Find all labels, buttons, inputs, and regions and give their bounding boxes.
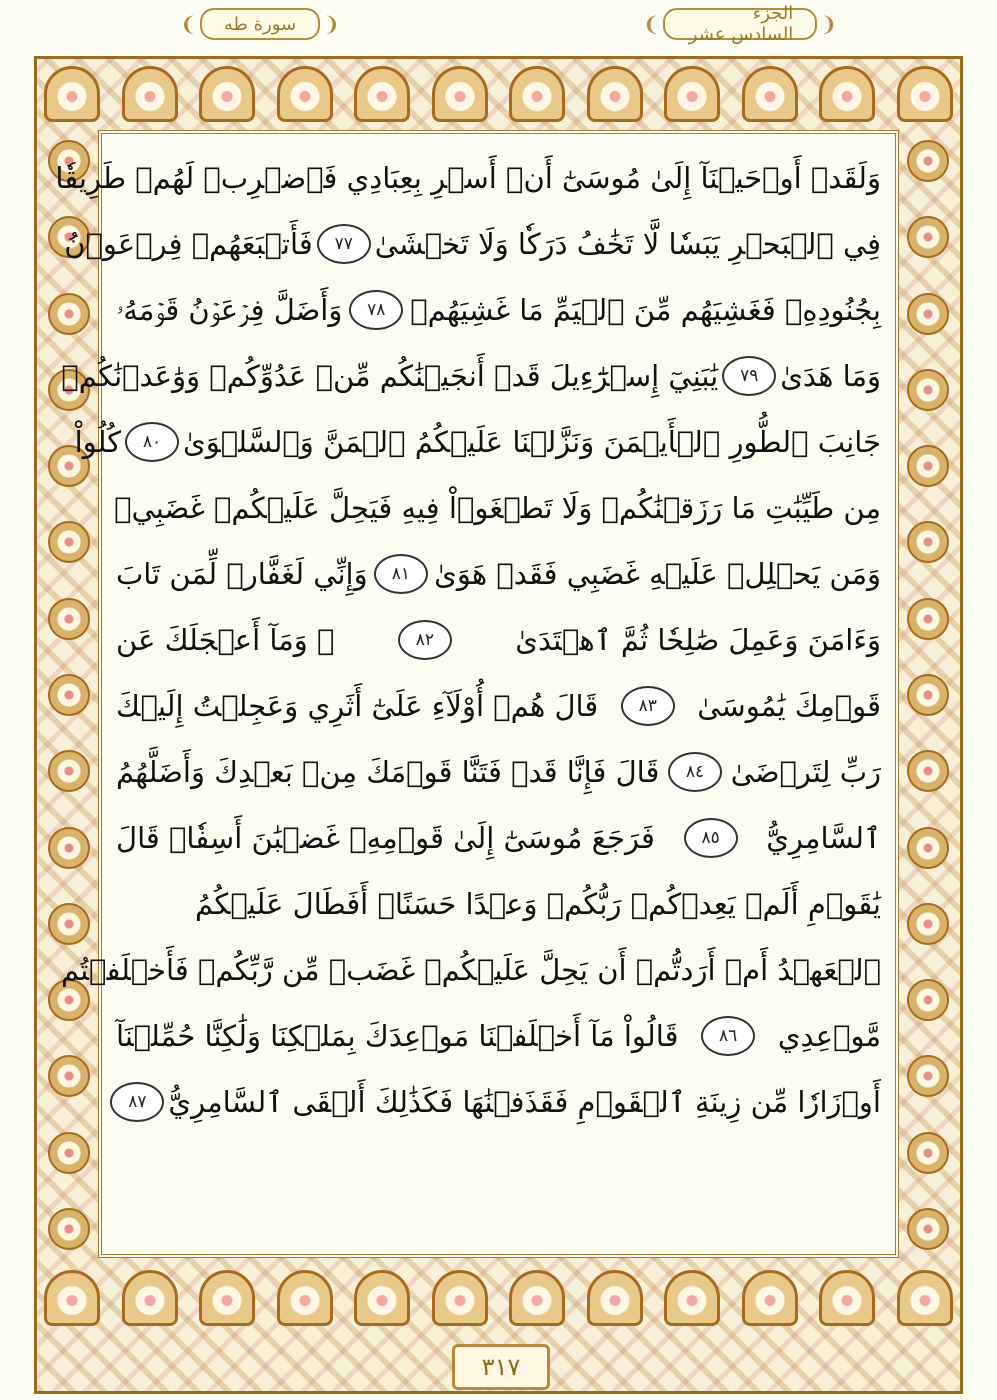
rosette-ornament <box>907 140 949 182</box>
rosette-ornament <box>48 293 90 335</box>
arch-ornament <box>509 1270 565 1326</box>
right-curl-ornament: ❩ <box>323 12 340 36</box>
verse-text: مِن طَيِّبَٰتِ مَا رَزَقۡنَٰكُمۡ وَلَا تَطۡغَوۡاْ فِيهِ فَيَحِلَّ عَلَيۡكُمۡ غَضَبِيۖ <box>114 491 881 525</box>
rosette-ornament <box>907 750 949 792</box>
verse-text: بِجُنُودِهِۦ فَغَشِيَهُم مِّنَ ٱلۡيَمِّ مَا غَشِيَهُمۡ <box>410 293 881 327</box>
arch-ornament <box>819 1270 875 1326</box>
arch-ornament <box>44 1270 100 1326</box>
arch-ornament <box>122 1270 178 1326</box>
arch-ornament <box>742 66 798 122</box>
verse-text: أَوۡزَارٗا مِّن زِينَةِ ٱلۡقَوۡمِ فَقَذَفۡنَٰهَا فَكَذَٰلِكَ أَلۡقَى ٱلسَّامِرِيُّ <box>168 1085 881 1119</box>
verse-line <box>110 607 887 673</box>
rosette-ornament <box>907 293 949 335</box>
verse-text: وَمَا هَدَىٰ <box>780 359 881 393</box>
arch-ornament <box>199 66 255 122</box>
rosette-ornament <box>907 598 949 640</box>
ayah-number-marker: ٧٨ <box>349 290 403 330</box>
rosette-ornament <box>907 521 949 563</box>
surah-name-tab <box>165 7 355 41</box>
ayah-number-marker: ٧٩ <box>722 356 776 396</box>
rosette-ornament <box>48 827 90 869</box>
verse-line <box>110 277 887 343</box>
arch-ornament <box>897 1270 953 1326</box>
rosette-ornament <box>907 445 949 487</box>
rosette-ornament <box>48 1208 90 1250</box>
arch-ornament <box>354 1270 410 1326</box>
rosette-ornament <box>907 1055 949 1097</box>
rosette-ornament <box>48 1055 90 1097</box>
arch-ornament <box>199 1270 255 1326</box>
ayah-number-marker: ٨٦ <box>701 1016 755 1056</box>
arch-ornament <box>122 66 178 122</box>
verse-line <box>74 409 887 475</box>
verse-text: ٱلسَّامِرِيُّ <box>766 821 881 855</box>
rosette-ornament <box>907 1208 949 1250</box>
verse-line <box>110 739 887 805</box>
ayah-number-marker: ٨٣ <box>621 686 675 726</box>
ayah-number-marker: ٧٧ <box>317 224 371 264</box>
juz-name-tab <box>640 3 840 45</box>
ayah-number-marker: ٨٥ <box>684 818 738 858</box>
verse-line <box>61 937 887 1003</box>
arch-ornament <box>664 66 720 122</box>
verse-text: قَوۡمِكَ يَٰمُوسَىٰ <box>697 689 881 723</box>
bottom-arch-border <box>44 1270 953 1326</box>
rosette-ornament <box>48 750 90 792</box>
verse-text: قَالَ هُمۡ أُوْلَآءِ عَلَىٰٓ أَثَرِي وَعَجِلۡتُ إِلَيۡكَ <box>116 689 599 723</box>
verse-text: قَالُواْ مَآ أَخۡلَفۡنَا مَوۡعِدَكَ بِمَلۡكِنَا وَلَٰكِنَّا حُمِّلۡنَآ <box>116 1019 679 1053</box>
arch-ornament <box>354 66 410 122</box>
rosette-ornament <box>48 598 90 640</box>
verse-line <box>110 1069 887 1135</box>
verse-text: رَبِّ لِتَرۡضَىٰ <box>730 755 881 789</box>
verse-line <box>110 871 887 937</box>
ayah-number-marker: ٨١ <box>374 554 428 594</box>
rosette-ornament <box>907 979 949 1021</box>
left-curl-ornament: ❨ <box>180 12 197 36</box>
verse-text: ۞ وَمَآ أَعۡجَلَكَ عَن <box>116 623 335 657</box>
verse-text: فِي ٱلۡبَحۡرِ يَبَسٗا لَّا تَخَٰفُ دَرَكٗا وَلَا تَخۡشَىٰ <box>374 227 881 261</box>
verse-line <box>64 211 887 277</box>
rosette-ornament <box>48 521 90 563</box>
rosette-ornament <box>48 1132 90 1174</box>
verse-text: وَأَضَلَّ فِرۡعَوۡنُ قَوۡمَهُۥ <box>116 292 343 327</box>
arch-ornament <box>432 1270 488 1326</box>
rosette-ornament <box>48 674 90 716</box>
juz-name: الجزء السادس عشر <box>663 8 817 40</box>
ayah-number-marker: ٨٤ <box>668 752 722 792</box>
verse-line <box>55 145 887 211</box>
arch-ornament <box>819 66 875 122</box>
verse-line <box>110 1003 887 1069</box>
rosette-ornament <box>907 369 949 411</box>
arch-ornament <box>432 66 488 122</box>
quran-text <box>55 145 887 1245</box>
arch-ornament <box>664 1270 720 1326</box>
right-curl-ornament: ❩ <box>820 12 837 36</box>
rosette-ornament <box>907 216 949 258</box>
verse-text: وَءَامَنَ وَعَمِلَ صَٰلِحٗا ثُمَّ ٱهۡتَدَىٰ <box>515 623 881 657</box>
verse-text: وَمَن يَحۡلِلۡ عَلَيۡهِ غَضَبِي فَقَدۡ هَوَىٰ <box>434 557 881 591</box>
rosette-ornament <box>907 1132 949 1174</box>
rosette-ornament <box>907 674 949 716</box>
verse-text: فَأَتۡبَعَهُمۡ فِرۡعَوۡنُ <box>64 227 313 261</box>
arch-ornament <box>742 1270 798 1326</box>
arch-ornament <box>509 66 565 122</box>
rosette-ornament <box>907 903 949 945</box>
arch-ornament <box>277 1270 333 1326</box>
arch-ornament <box>277 66 333 122</box>
ayah-number-marker: ٨٢ <box>398 620 452 660</box>
surah-name: سورة طه <box>200 8 320 40</box>
verse-text: ٱلۡعَهۡدُ أَمۡ أَرَدتُّمۡ أَن يَحِلَّ عَلَيۡكُمۡ غَضَبٞ مِّن رَّبِّكُمۡ فَأَخۡلَفۡتُم <box>61 953 881 987</box>
arch-ornament <box>587 1270 643 1326</box>
ayah-number-marker: ٨٧ <box>110 1082 164 1122</box>
verse-text: يَٰبَنِيٓ إِسۡرَٰٓءِيلَ قَدۡ أَنجَيۡنَٰكُم مِّنۡ عَدُوِّكُمۡ وَوَٰعَدۡنَٰكُمۡ <box>61 359 719 393</box>
verse-text: وَإِنِّي لَغَفَّارٞ لِّمَن تَابَ <box>116 557 368 591</box>
left-rosette-border <box>48 140 90 1250</box>
verse-line <box>110 805 887 871</box>
verse-text: فَرَجَعَ مُوسَىٰٓ إِلَىٰ قَوۡمِهِۦ غَضۡبَٰنَ أَسِفٗاۚ قَالَ <box>116 821 655 855</box>
verse-line <box>110 541 887 607</box>
verse-line <box>61 343 887 409</box>
verse-text: جَانِبَ ٱلطُّورِ ٱلۡأَيۡمَنَ وَنَزَّلۡنَا عَلَيۡكُمُ ٱلۡمَنَّ وَٱلسَّلۡوَىٰ <box>183 425 881 459</box>
verse-text: مَّوۡعِدِي <box>777 1019 881 1053</box>
right-rosette-border <box>907 140 949 1250</box>
rosette-ornament <box>48 903 90 945</box>
arch-ornament <box>587 66 643 122</box>
ayah-number-marker: ٨٠ <box>125 422 179 462</box>
arch-ornament <box>44 66 100 122</box>
rosette-ornament <box>907 827 949 869</box>
verse-text: وَلَقَدۡ أَوۡحَيۡنَآ إِلَىٰ مُوسَىٰٓ أَنۡ أَسۡرِ بِعِبَادِي فَٱضۡرِبۡ لَهُمۡ طَرِيقٗا <box>55 161 881 195</box>
left-curl-ornament: ❨ <box>643 12 660 36</box>
verse-line <box>110 475 887 541</box>
arch-ornament <box>897 66 953 122</box>
verse-text: قَالَ فَإِنَّا قَدۡ فَتَنَّا قَوۡمَكَ مِنۢ بَعۡدِكَ وَأَضَلَّهُمُ <box>116 755 660 789</box>
verse-line <box>110 673 887 739</box>
verse-text: يَٰقَوۡمِ أَلَمۡ يَعِدۡكُمۡ رَبُّكُمۡ وَعۡدًا حَسَنًاۚ أَفَطَالَ عَلَيۡكُمُ <box>195 887 881 921</box>
page-number: ٣١٧ <box>452 1344 550 1390</box>
verse-text: كُلُواْ <box>74 425 122 459</box>
top-arch-border <box>44 66 953 122</box>
